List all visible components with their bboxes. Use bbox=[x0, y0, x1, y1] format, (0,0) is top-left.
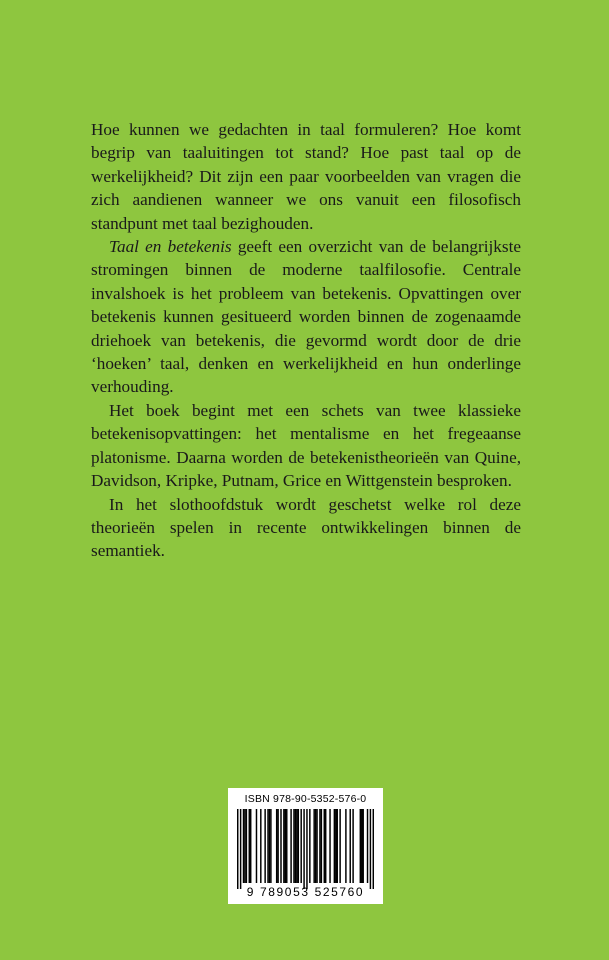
barcode-bar bbox=[237, 809, 238, 889]
barcode-bar bbox=[315, 809, 316, 883]
barcode-bar bbox=[335, 809, 336, 883]
barcode-bar bbox=[244, 809, 245, 883]
barcode-bar bbox=[300, 809, 301, 883]
barcode-bar bbox=[264, 809, 265, 883]
barcode-digits: 9 789053 525760 bbox=[246, 885, 365, 899]
barcode-bar bbox=[285, 809, 286, 883]
barcode-bar bbox=[293, 809, 294, 883]
barcode-bar bbox=[306, 809, 307, 889]
barcode-bar bbox=[286, 809, 287, 883]
barcode-bar bbox=[370, 809, 371, 889]
barcode-bar bbox=[256, 809, 257, 883]
barcode-bar bbox=[373, 809, 374, 889]
barcode-bar bbox=[249, 809, 250, 883]
barcode-bar bbox=[270, 809, 271, 883]
barcode-bar bbox=[329, 809, 330, 883]
barcode-bar bbox=[334, 809, 335, 883]
blurb-paragraph-2 bbox=[91, 235, 521, 399]
barcode-bar bbox=[345, 809, 346, 883]
barcode-bar bbox=[267, 809, 268, 883]
barcode-bar bbox=[316, 809, 317, 883]
barcode-bar bbox=[246, 809, 247, 883]
barcode-bar bbox=[367, 809, 368, 883]
barcode-bar bbox=[319, 809, 320, 883]
isbn-label: ISBN 978-90-5352-576-0 bbox=[244, 793, 367, 805]
barcode-bar bbox=[324, 809, 325, 883]
blurb-paragraph-2-text: geeft een overzicht van de belangrijkste stromingen binnen de moderne taalfilosofie. Centrale invalshoek is het probleem van betekenis. Opvattingen over betekenis kunnen gesitueerd worden binnen de zogenaamde driehoek van betekenis, die gevormd wordt door de drie ‘hoeken’ taal, denken en werkelijkheid en hun onderlinge verhouding. bbox=[91, 237, 521, 397]
barcode-bar bbox=[321, 809, 322, 883]
barcode-bar bbox=[260, 809, 261, 883]
back-cover-blurb bbox=[91, 118, 521, 563]
barcode-bar bbox=[283, 809, 284, 883]
barcode-bar bbox=[309, 809, 310, 883]
barcode-bar bbox=[277, 809, 278, 883]
barcode-bar bbox=[361, 809, 362, 883]
blurb-paragraph-3: Het boek begint met een schets van twee klassieke betekenisopvattingen: het mentalisme en het fregeaanse platonisme. Daarna worden de betekenistheorieën van Quine, Davidson, Kripke, Putnam, Grice en Wittgenstein besproken. bbox=[91, 400, 521, 491]
book-title-italic: Taal en betekenis bbox=[109, 237, 232, 257]
barcode-bar bbox=[250, 809, 251, 883]
barcode-bar bbox=[325, 809, 326, 883]
blurb-paragraph-1: Hoe kunnen we gedachten in taal formuleren? Hoe komt begrip van taaluitingen tot stand? Hoe past taal op de werkelijkheid? Dit zijn een paar voorbeelden van vragen die zich aandienen wanneer we ons vanuit een filosofisch standpunt met taal bezighouden. bbox=[91, 120, 521, 233]
barcode-bar bbox=[349, 809, 350, 883]
barcode-bar bbox=[313, 809, 314, 883]
barcode-bar bbox=[360, 809, 361, 883]
barcode-bar bbox=[303, 809, 304, 889]
barcode-bar bbox=[362, 809, 363, 883]
barcode-bar bbox=[280, 809, 281, 883]
barcode-bar bbox=[276, 809, 277, 883]
barcode-bar bbox=[290, 809, 291, 883]
barcode-bar bbox=[352, 809, 353, 883]
barcode-bar bbox=[295, 809, 296, 883]
isbn-barcode bbox=[228, 788, 383, 904]
barcode-bar bbox=[339, 809, 340, 883]
blurb-paragraph-4: In het slothoofdstuk wordt geschetst welke rol deze theorieën spelen in recente ontwikkelingen binnen de semantiek. bbox=[91, 494, 521, 561]
barcode-bar bbox=[240, 809, 241, 889]
barcode-bar bbox=[298, 809, 299, 883]
barcode-bar bbox=[243, 809, 244, 883]
barcode-bars bbox=[237, 809, 374, 889]
barcode-bar bbox=[337, 809, 338, 883]
barcode-bar bbox=[269, 809, 270, 883]
barcode-bar bbox=[296, 809, 297, 883]
